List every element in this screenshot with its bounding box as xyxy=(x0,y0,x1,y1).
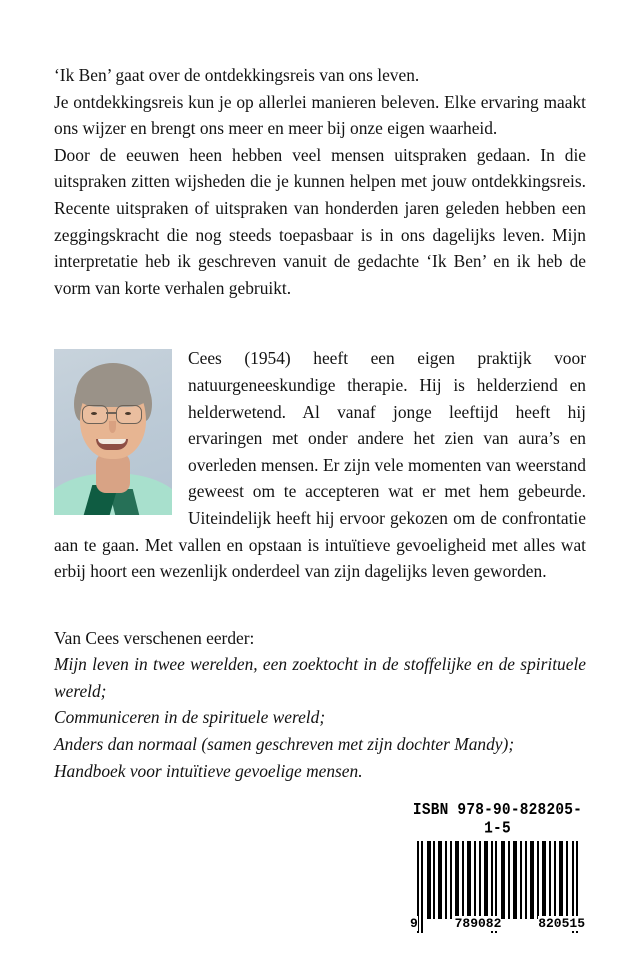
earlier-work-item: Handboek voor intuïtieve gevoelige mensen. xyxy=(54,760,363,781)
portrait-teeth xyxy=(98,439,126,444)
earlier-works-block xyxy=(54,625,586,785)
barcode-digit-group-left: 9 xyxy=(410,916,418,931)
earlier-works-heading: Van Cees verschenen eerder: xyxy=(54,627,255,648)
earlier-work-item: Communiceren in de spirituele wereld; xyxy=(54,707,326,728)
cover-text-column xyxy=(54,62,586,784)
barcode-digits xyxy=(409,916,586,931)
author-bio-text: Cees (1954) heeft een eigen praktijk voor natuurgeneeskundige therapie. Hij is helderziend en helderwetend. Al vanaf jonge leeftijd heeft hij ervaringen met onder andere het zien van aura’s en overleden mensen. Er zijn vele momenten van weerstand geweest om te accepteren wat er met hem gebeurde. Uiteindelijk heeft hij ervoor gekozen om de confrontatie aan te gaan. Met vallen en opstaan is intuïtieve gevoeligheid met alles wat erbij hoort een wezenlijk onderdeel van zijn dagelijks leven geworden. xyxy=(54,348,586,582)
portrait-glasses-bridge xyxy=(106,412,116,414)
barcode-digit-group-middle: 789082 xyxy=(454,916,502,931)
author-bio-block xyxy=(54,345,586,584)
earlier-works-list xyxy=(54,651,586,784)
isbn-barcode-block xyxy=(409,801,586,931)
intro-paragraph-2: Je ontdekkingsreis kun je op allerlei manieren beleven. Elke ervaring maakt ons wijzer en brengt ons meer en meer bij onze eigen waarheid. xyxy=(54,91,586,139)
barcode-digit-group-right: 820515 xyxy=(538,916,585,931)
earlier-work-item: Anders dan normaal (samen geschreven met zijn dochter Mandy); xyxy=(54,734,515,755)
earlier-work-item: Mijn leven in twee werelden, een zoektocht in de stoffelijke en de spirituele wereld; xyxy=(54,654,586,701)
intro-paragraph-3: Door de eeuwen heen hebben veel mensen uitspraken gedaan. In die uitspraken zitten wijsheden die je kunnen helpen met jouw ontdekkingsreis. Recente uitspraken of uitspraken van honderden jaren geleden hebben een zeggingskracht die nog steeds toepasbaar is in ons dagelijks leven. Mijn interpretatie heb ik geschreven vanuit de gedachte ‘Ik Ben’ en ik heb de vorm van korte verhalen gebruikt. xyxy=(54,144,586,298)
intro-paragraph-1: ‘Ik Ben’ gaat over de ontdekkingsreis van ons leven. xyxy=(54,65,420,85)
isbn-text: ISBN 978-90-828205-1-5 xyxy=(412,801,583,838)
portrait-neck xyxy=(96,453,130,493)
author-portrait-image xyxy=(54,349,172,515)
